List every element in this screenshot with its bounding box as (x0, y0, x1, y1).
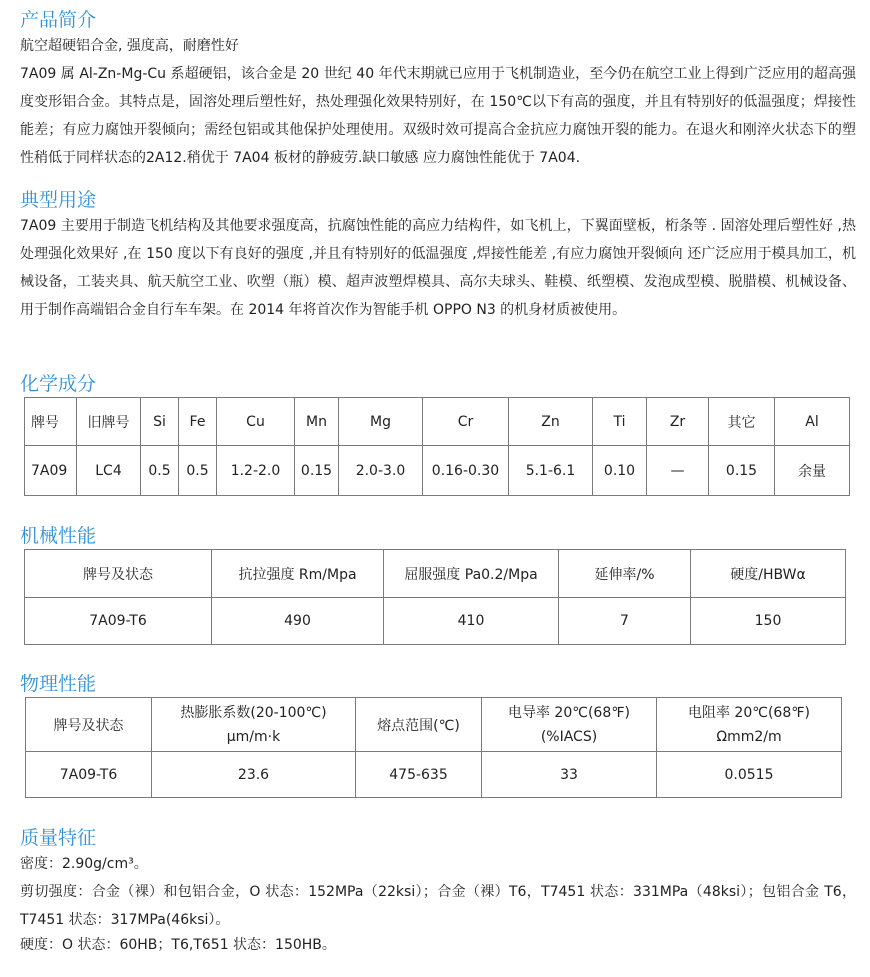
composition-cell: 0.5 (179, 446, 217, 496)
composition-header-row (25, 398, 850, 446)
physical-cell: 475-635 (356, 752, 482, 798)
usage-paragraph: 7A09 主要用于制造飞机结构及其他要求强度高，抗腐蚀性能的高应力结构件，如飞机上，下翼面壁板，桁条等 . 固溶处理后塑性好 ,热处理强化效果好 ,在 150 度以下有良好的强度 ,并且有特别好的低温强度 ,焊接性能差 ,有应力腐蚀开裂倾向 还广泛应用于模具加工，机械设备，工装夹具、航天航空工业、吹塑（瓶）模、超声波塑焊模具、高尔夫球头、鞋模、纸塑模、发泡成型模、脱腊模、机械设备、用于制作高端铝合金自行车车架。在 2014 年将首次作为智能手机 OPPO N3 的机身材质被使用。 (20, 218, 856, 318)
composition-table (24, 397, 850, 496)
composition-cell: 2.0-3.0 (339, 446, 423, 496)
physical-header-line: 电导率 20℃(68℉) (507, 704, 631, 721)
quality-hardness: 硬度：O 状态：60HB；T6,T651 状态：150HB。 (20, 937, 336, 953)
composition-header-cell: Al (775, 398, 850, 446)
mechanical-header-cell: 屈服强度 Pa0.2/Mpa (384, 550, 559, 598)
physical-header-line: Ωmm2/m (716, 728, 782, 745)
composition-cell: 余量 (775, 446, 850, 496)
physical-header-cell (152, 698, 356, 752)
physical-header-line: 牌号及状态 (53, 717, 124, 734)
composition-header-cell: Si (141, 398, 179, 446)
composition-cell: 0.15 (295, 446, 339, 496)
composition-cell: 0.10 (593, 446, 647, 496)
composition-cell: 0.15 (709, 446, 775, 496)
composition-header-cell: 牌号 (25, 398, 77, 446)
physical-header-line: 熔点范围(℃) (377, 717, 460, 734)
composition-header-cell: Zn (509, 398, 593, 446)
mechanical-header-cell: 牌号及状态 (25, 550, 212, 598)
mechanical-cell: 410 (384, 598, 559, 645)
composition-header-cell: Fe (179, 398, 217, 446)
composition-cell: LC4 (77, 446, 141, 496)
physical-header-line: 热膨胀系数(20-100℃) (180, 704, 327, 721)
physical-cell: 33 (482, 752, 657, 798)
mechanical-header-cell: 延伸率/% (559, 550, 691, 598)
physical-cell: 0.0515 (657, 752, 842, 798)
intro-heading: 产品简介 (20, 9, 97, 31)
composition-cell: 7A09 (25, 446, 77, 496)
composition-header-cell: Cu (217, 398, 295, 446)
usage-heading: 典型用途 (20, 189, 97, 211)
composition-cell: 5.1-6.1 (509, 446, 593, 496)
physical-header-line: μm/m·k (226, 728, 281, 745)
physical-table (25, 697, 842, 798)
mechanical-cell: 7 (559, 598, 691, 645)
mechanical-header-cell: 抗拉强度 Rm/Mpa (212, 550, 384, 598)
physical-header-cell (26, 698, 152, 752)
composition-cell: 0.5 (141, 446, 179, 496)
mechanical-data-row (25, 598, 846, 645)
physical-header-row (26, 698, 842, 752)
intro-subtitle: 航空超硬铝合金, 强度高，耐磨性好 (20, 38, 239, 54)
physical-header-cell (657, 698, 842, 752)
composition-data-row (25, 446, 850, 496)
physical-header-cell (356, 698, 482, 752)
physical-header-cell (482, 698, 657, 752)
mechanical-cell: 7A09-T6 (25, 598, 212, 645)
physical-cell: 7A09-T6 (26, 752, 152, 798)
mechanical-header-row (25, 550, 846, 598)
quality-heading: 质量特征 (20, 827, 97, 849)
mechanical-table (24, 549, 846, 645)
composition-heading: 化学成分 (20, 373, 97, 395)
mechanical-heading: 机械性能 (20, 525, 97, 547)
composition-header-cell: Cr (423, 398, 509, 446)
physical-data-row (26, 752, 842, 798)
composition-header-cell: Ti (593, 398, 647, 446)
composition-header-cell: Zr (647, 398, 709, 446)
physical-header-line: 电阻率 20℃(68℉) (687, 704, 811, 721)
physical-cell: 23.6 (152, 752, 356, 798)
physical-header-line: (%IACS) (540, 728, 598, 745)
quality-density: 密度：2.90g/cm³。 (20, 856, 148, 872)
composition-cell: 0.16-0.30 (423, 446, 509, 496)
physical-heading: 物理性能 (20, 673, 97, 695)
mechanical-cell: 490 (212, 598, 384, 645)
composition-header-cell: 其它 (709, 398, 775, 446)
mechanical-header-cell: 硬度/HBWα (691, 550, 846, 598)
composition-header-cell: 旧牌号 (77, 398, 141, 446)
mechanical-cell: 150 (691, 598, 846, 645)
composition-header-cell: Mg (339, 398, 423, 446)
intro-paragraph: 7A09 属 Al-Zn-Mg-Cu 系超硬铝，该合金是 20 世纪 40 年代末期就已应用于飞机制造业，至今仍在航空工业上得到广泛应用的超高强度变形铝合金。其特点是，固溶处理后塑性好，热处理强化效果特别好，在 150℃以下有高的强度，并且有特别好的低温强度；焊接性能差；有应力腐蚀开裂倾向；需经包铝或其他保护处理使用。双级时效可提高合金抗应力腐蚀开裂的能力。在退火和刚淬火状态下的塑性稍低于同样状态的2A12.稍优于 7A04 板材的静疲劳.缺口敏感 应力腐蚀性能优于 7A04. (20, 66, 856, 166)
composition-cell: 1.2-2.0 (217, 446, 295, 496)
composition-header-cell: Mn (295, 398, 339, 446)
composition-cell: — (647, 446, 709, 496)
quality-shear: 剪切强度：合金（裸）和包铝合金，O 状态：152MPa（22ksi）；合金（裸）T6，T7451 状态：331MPa（48ksi）；包铝合金 T6，T7451 状态：317MPa(46ksi）。 (20, 884, 856, 928)
